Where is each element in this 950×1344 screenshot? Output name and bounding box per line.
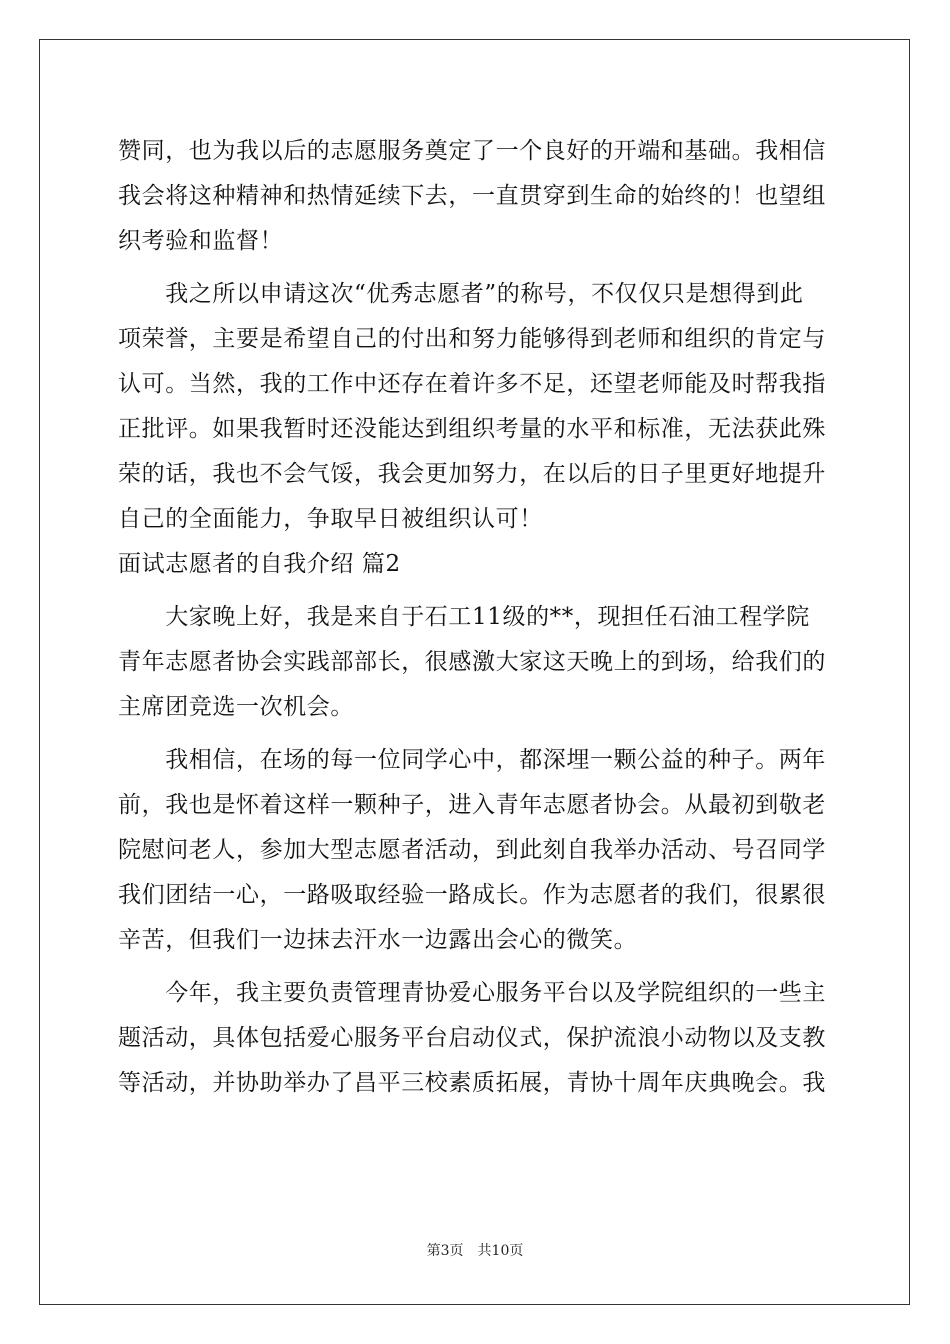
text-line: 大家晚上好，我是来自于石工11级的**，现担任石油工程学院 (118, 604, 810, 630)
text-line: 自己的全面能力，争取早日被组织认可！ (118, 506, 543, 532)
text-line: 前，我也是怀着这样一颗种子，进入青年志愿者协会。从最初到敬老 (118, 792, 826, 818)
text-line: 题活动，具体包括爱心服务平台启动仪式，保护流浪小动物以及支教 (118, 1025, 826, 1051)
text-line: 辛苦，但我们一边抹去汗水一边露出会心的微笑。 (118, 927, 638, 953)
document-body (118, 129, 836, 1106)
text-line: 荣的话，我也不会气馁，我会更加努力，在以后的日子里更好地提升 (118, 461, 826, 487)
text-line: 今年，我主要负责管理青协爱心服务平台以及学院组织的一些主 (118, 980, 826, 1006)
text-line: 认可。当然，我的工作中还存在着许多不足，还望老师能及时帮我指 (118, 371, 826, 397)
text-line: 我之所以申请这次“优秀志愿者”的称号，不仅仅只是想得到此 (118, 281, 804, 307)
section-heading: 面试志愿者的自我介绍 篇2 (118, 551, 401, 577)
page-number: 第3页 (426, 1243, 464, 1259)
text-line: 我会将这种精神和热情延续下去，一直贯穿到生命的始终的！也望组 (118, 183, 826, 209)
text-line: 主席团竞选一次机会。 (118, 694, 354, 720)
text-line: 正批评。如果我暂时还没能达到组织考量的水平和标准，无法获此殊 (118, 416, 826, 442)
text-line: 我相信，在场的每一位同学心中，都深埋一颗公益的种子。两年 (118, 747, 826, 773)
text-line: 青年志愿者协会实践部部长，很感激大家这天晚上的到场，给我们的 (118, 649, 826, 675)
text-line: 织考验和监督！ (118, 228, 284, 254)
text-line: 项荣誉，主要是希望自己的付出和努力能够得到老师和组织的肯定与 (118, 326, 826, 352)
page-total: 共10页 (477, 1243, 524, 1259)
text-line: 我们团结一心，一路吸取经验一路成长。作为志愿者的我们，很累很 (118, 882, 826, 908)
text-line: 赞同，也为我以后的志愿服务奠定了一个良好的开端和基础。我相信 (118, 138, 826, 164)
page-footer (0, 1240, 950, 1260)
text-line: 等活动，并协助举办了昌平三校素质拓展，青协十周年庆典晚会。我 (118, 1070, 826, 1096)
text-line: 院慰问老人，参加大型志愿者活动，到此刻自我举办活动、号召同学 (118, 837, 826, 863)
